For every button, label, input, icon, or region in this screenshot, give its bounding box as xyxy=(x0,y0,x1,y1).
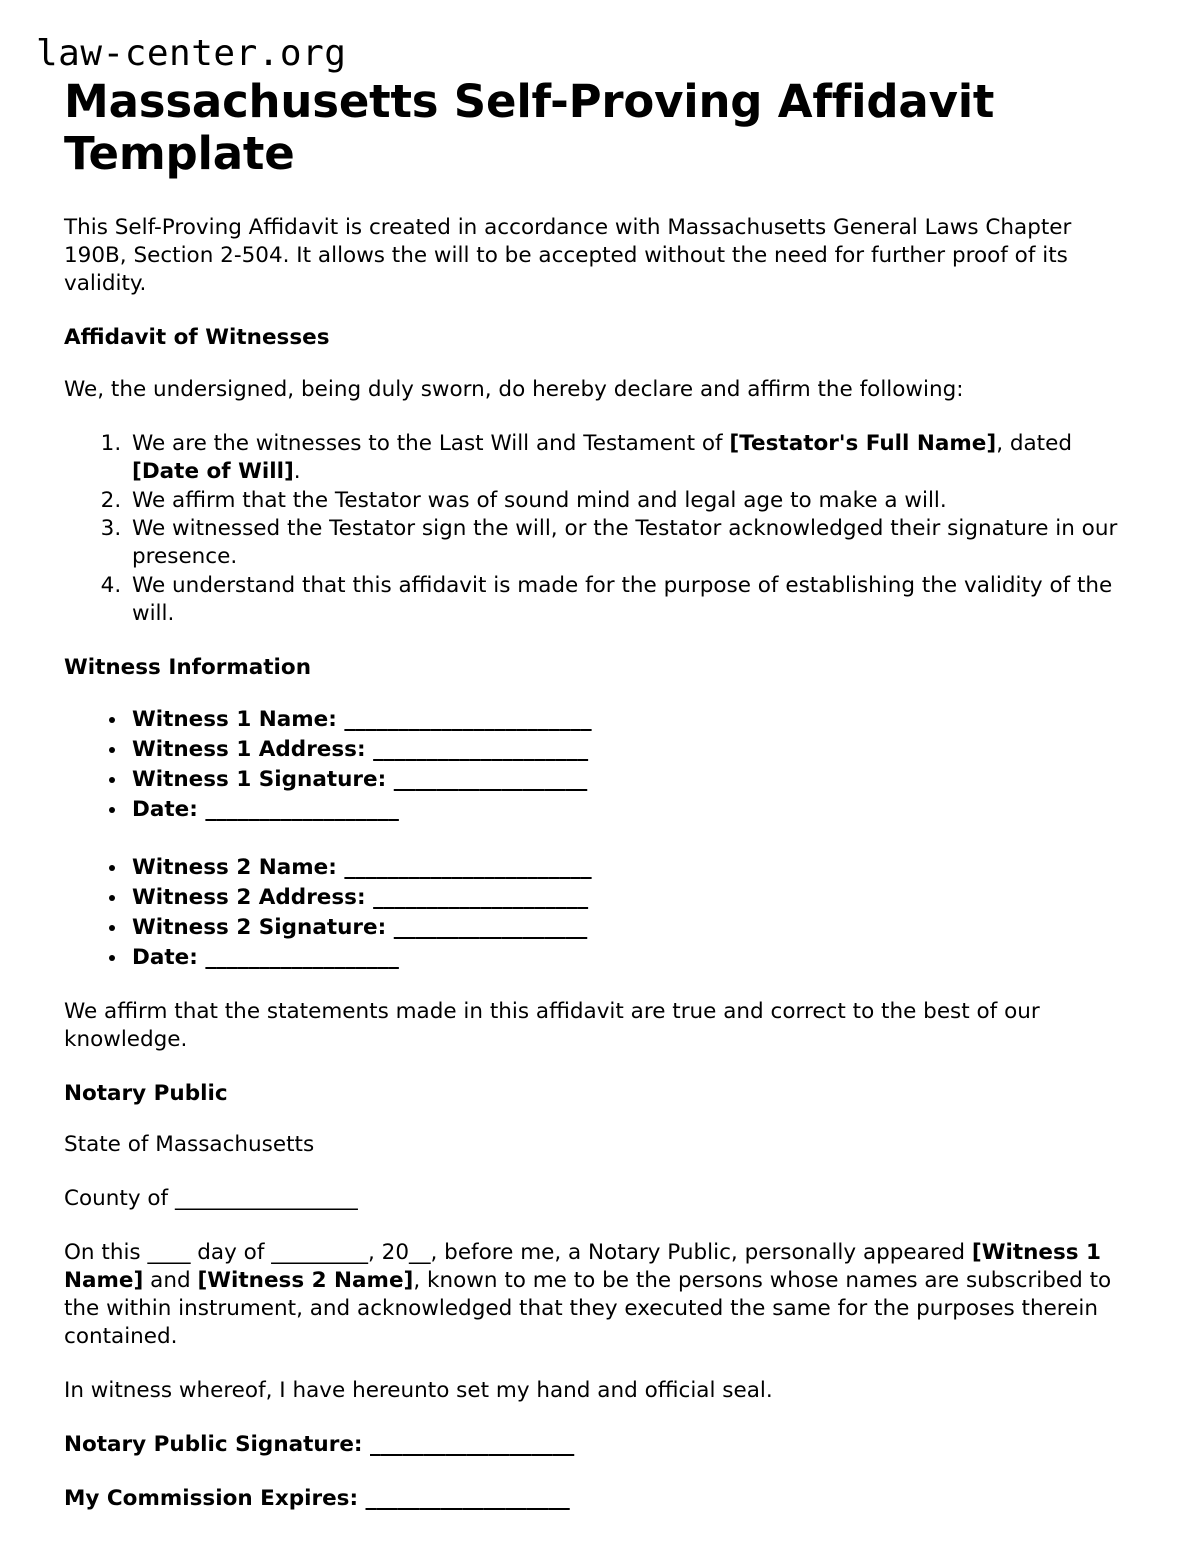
fill-in-blank[interactable]: ___________________ xyxy=(365,1485,570,1511)
fill-in-blank[interactable]: ___________________ xyxy=(370,1432,575,1458)
section-heading-notary-public: Notary Public xyxy=(64,1080,228,1106)
claim-1-middle: , dated xyxy=(996,430,1072,456)
field-label: Date: xyxy=(132,796,206,822)
witness-2-fields xyxy=(64,854,1143,972)
list-item-witness-2-date xyxy=(128,944,1143,972)
affidavit-lead-in: We, the undersigned, being duly sworn, do hereby declare and affirm the following: xyxy=(64,376,964,402)
ack-part-3: , known to me to be the persons whose names are subscribed to the within instrument, and acknowledged that they executed the same for the purposes therein contained. xyxy=(64,1268,1112,1350)
list-item: 2. We affirm that the Testator was of sound mind and legal age to make a will. xyxy=(128,487,1143,515)
field-label: Witness 1 Signature: xyxy=(132,767,394,793)
notary-signature-label: Notary Public Signature: xyxy=(64,1432,370,1458)
claim-1-date-placeholder: [Date of Will] xyxy=(132,458,294,484)
field-label: Witness 2 Name: xyxy=(132,854,345,880)
field-label: Witness 1 Address: xyxy=(132,737,374,763)
fill-in-blank[interactable]: __________________ xyxy=(393,767,588,793)
claim-1-suffix: . xyxy=(293,458,301,484)
notary-signature-line xyxy=(64,1431,1129,1459)
fill-in-blank[interactable]: _______________________ xyxy=(344,707,592,733)
notary-commission-line xyxy=(64,1485,1129,1513)
fill-in-blank[interactable]: _______________________ xyxy=(344,854,592,880)
notary-seal-statement: In witness whereof, I have hereunto set my hand and official seal. xyxy=(64,1378,773,1404)
page-title: Massachusetts Self-Proving Affidavit Template xyxy=(64,74,995,180)
field-label: Witness 2 Address: xyxy=(132,884,374,910)
list-item: 3. We witnessed the Testator sign the will, or the Testator acknowledged their signature in our presence. xyxy=(128,515,1143,571)
list-item-witness-2-address xyxy=(128,884,1143,912)
site-name: law-center.org xyxy=(36,33,347,74)
affidavit-claims-list xyxy=(64,430,1143,629)
list-item-witness-2-signature xyxy=(128,914,1143,942)
list-item-witness-1-address xyxy=(128,736,1143,764)
field-label: Witness 1 Name: xyxy=(132,707,345,733)
affirmation-paragraph: We affirm that the statements made in this affidavit are true and correct to the best of our knowledge. xyxy=(64,998,1040,1052)
notary-county-line xyxy=(64,1185,1129,1213)
ack-witness-1-placeholder: [Witness 1 Name] xyxy=(64,1240,1102,1294)
list-item-witness-1-signature xyxy=(128,766,1143,794)
field-label: Date: xyxy=(132,944,206,970)
ack-witness-2-placeholder: [Witness 2 Name] xyxy=(197,1268,414,1294)
notary-state-line: State of Massachusetts xyxy=(64,1132,315,1158)
list-item-witness-2-name xyxy=(128,854,1143,882)
fill-in-blank[interactable]: __________________ xyxy=(393,914,588,940)
list-item: 4. We understand that this affidavit is made for the purpose of establishing the validity of the will. xyxy=(128,572,1143,628)
field-label: Witness 2 Signature: xyxy=(132,914,394,940)
list-item xyxy=(128,430,1143,486)
section-heading-affidavit-of-witnesses: Affidavit of Witnesses xyxy=(64,324,330,350)
claim-1-testator-placeholder: [Testator's Full Name] xyxy=(729,430,997,456)
fill-in-blank[interactable]: __________________ xyxy=(205,944,399,970)
list-item-witness-1-date xyxy=(128,796,1143,824)
notary-acknowledgment-paragraph xyxy=(64,1239,1129,1351)
claim-1-prefix: We are the witnesses to the Last Will and Testament of xyxy=(132,430,730,456)
commission-expires-label: My Commission Expires: xyxy=(64,1485,366,1511)
intro-paragraph: This Self-Proving Affidavit is created in accordance with Massachusetts General Laws Chapter 190B, Section 2-504. It allows the will to be accepted without the need for further proof of its validity. xyxy=(64,214,1072,296)
fill-in-blank[interactable]: ____________________ xyxy=(373,737,589,763)
county-label: County of xyxy=(64,1186,175,1212)
witness-1-fields xyxy=(64,706,1143,824)
fill-in-blank[interactable]: ____________________ xyxy=(373,884,589,910)
fill-in-blank[interactable]: __________________ xyxy=(205,796,399,822)
fill-in-blank[interactable]: _________________ xyxy=(174,1186,358,1212)
ack-part-2: and xyxy=(143,1268,198,1294)
section-heading-witness-information: Witness Information xyxy=(64,655,311,681)
list-item-witness-1-name xyxy=(128,706,1143,734)
ack-part-1: On this ____ day of _________, 20__, before me, a Notary Public, personally appeared xyxy=(64,1240,972,1266)
